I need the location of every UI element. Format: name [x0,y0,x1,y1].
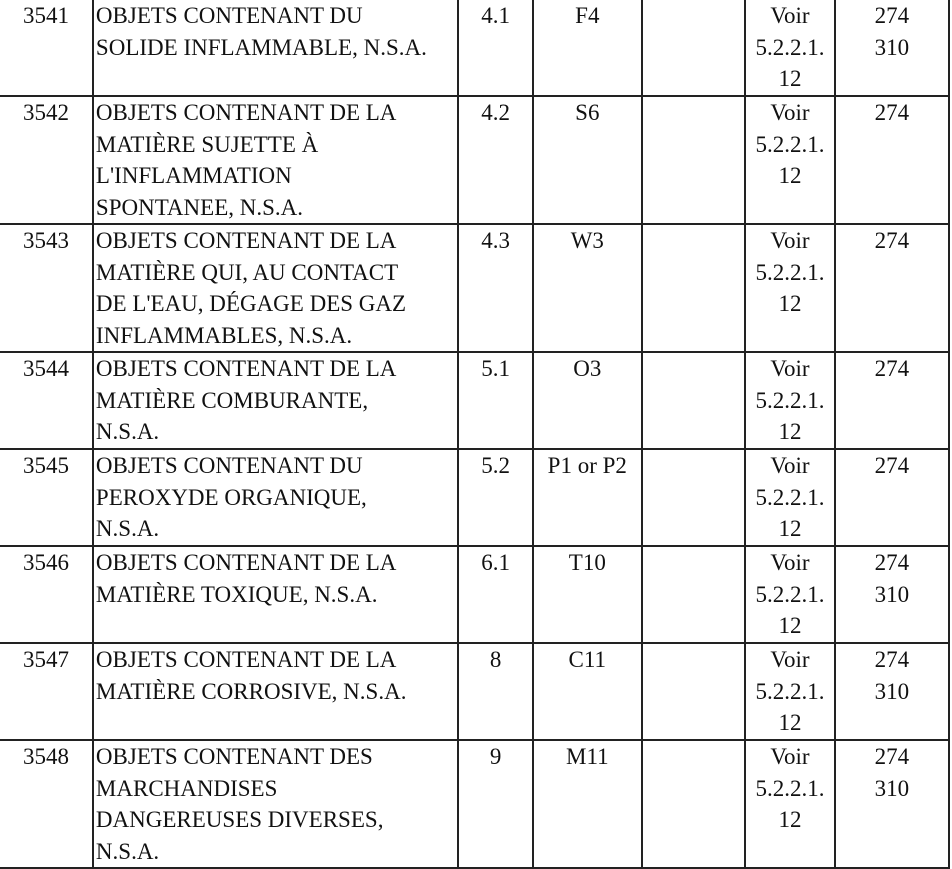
classification-code-cell: O3 [533,352,642,449]
labels-cell [642,0,746,96]
un-number-cell: 3547 [0,643,93,740]
class-cell: 5.1 [458,352,533,449]
labels-cell [642,546,746,643]
un-number-cell: 3542 [0,96,93,224]
special-provisions-cell: 274 [835,352,949,449]
un-number-cell: 3541 [0,0,93,96]
labels-cell [642,96,746,224]
class-cell: 8 [458,643,533,740]
designation-cell: OBJETS CONTENANT DES MARCHANDISES DANGEREUSES DIVERSES, N.S.A. [93,740,458,868]
packing-group-cell: Voir 5.2.2.1. 12 [745,740,835,868]
designation-cell: OBJETS CONTENANT DU PEROXYDE ORGANIQUE, N.S.A. [93,449,458,546]
packing-group-cell: Voir 5.2.2.1. 12 [745,0,835,96]
class-cell: 5.2 [458,449,533,546]
labels-cell [642,740,746,868]
table-row [0,224,949,352]
classification-code-cell: S6 [533,96,642,224]
designation-cell: OBJETS CONTENANT DE LA MATIÈRE TOXIQUE, N.S.A. [93,546,458,643]
packing-group-cell: Voir 5.2.2.1. 12 [745,224,835,352]
classification-code-cell: P1 or P2 [533,449,642,546]
table-row [0,0,949,96]
table-row [0,96,949,224]
class-cell: 6.1 [458,546,533,643]
packing-group-cell: Voir 5.2.2.1. 12 [745,352,835,449]
packing-group-cell: Voir 5.2.2.1. 12 [745,96,835,224]
un-number-cell: 3544 [0,352,93,449]
class-cell: 4.2 [458,96,533,224]
table-row [0,643,949,740]
class-cell: 9 [458,740,533,868]
packing-group-cell: Voir 5.2.2.1. 12 [745,546,835,643]
classification-code-cell: M11 [533,740,642,868]
table-row [0,546,949,643]
un-number-cell: 3548 [0,740,93,868]
special-provisions-cell: 274 310 [835,546,949,643]
classification-code-cell: C11 [533,643,642,740]
labels-cell [642,224,746,352]
special-provisions-cell: 274 310 [835,740,949,868]
class-cell: 4.3 [458,224,533,352]
table-row [0,740,949,868]
un-number-cell: 3545 [0,449,93,546]
classification-code-cell: F4 [533,0,642,96]
class-cell: 4.1 [458,0,533,96]
un-number-cell: 3546 [0,546,93,643]
special-provisions-cell: 274 310 [835,643,949,740]
designation-cell: OBJETS CONTENANT DE LA MATIÈRE COMBURANTE, N.S.A. [93,352,458,449]
un-number-cell: 3543 [0,224,93,352]
special-provisions-cell: 274 [835,224,949,352]
designation-cell: OBJETS CONTENANT DE LA MATIÈRE QUI, AU CONTACT DE L'EAU, DÉGAGE DES GAZ INFLAMMABLES, N.S.A. [93,224,458,352]
table-row [0,449,949,546]
table-row [0,352,949,449]
special-provisions-cell: 274 [835,449,949,546]
labels-cell [642,352,746,449]
packing-group-cell: Voir 5.2.2.1. 12 [745,643,835,740]
labels-cell [642,449,746,546]
labels-cell [642,643,746,740]
classification-code-cell: W3 [533,224,642,352]
special-provisions-cell: 274 [835,96,949,224]
classification-code-cell: T10 [533,546,642,643]
designation-cell: OBJETS CONTENANT DU SOLIDE INFLAMMABLE, N.S.A. [93,0,458,96]
designation-cell: OBJETS CONTENANT DE LA MATIÈRE CORROSIVE, N.S.A. [93,643,458,740]
special-provisions-cell: 274 310 [835,0,949,96]
packing-group-cell: Voir 5.2.2.1. 12 [745,449,835,546]
designation-cell: OBJETS CONTENANT DE LA MATIÈRE SUJETTE À L'INFLAMMATION SPONTANEE, N.S.A. [93,96,458,224]
